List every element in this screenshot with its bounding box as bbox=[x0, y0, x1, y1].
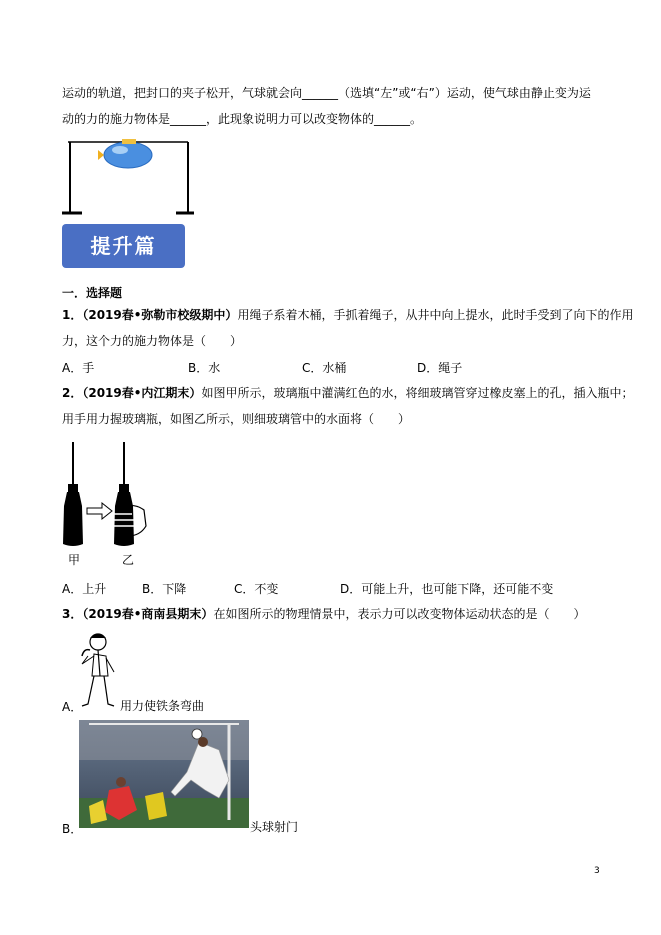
q2-line-2: 用手用力握玻璃瓶，如图乙所示，则细玻璃管中的水面将（ ） bbox=[62, 412, 411, 426]
q2-number: 2． bbox=[62, 386, 83, 400]
q2-option-b: B．下降 bbox=[142, 582, 187, 596]
intro-line-2: 动的力的施力物体是______，此现象说明力可以改变物体的______。 bbox=[62, 112, 423, 126]
q2-option-d: D．可能上升，也可能下降，还可能不变 bbox=[340, 582, 554, 596]
q3-option-a-text: 用力使铁条弯曲 bbox=[120, 699, 205, 713]
q1-source: （2019春•弥勒市校级期中） bbox=[82, 308, 238, 322]
q3-number: 3． bbox=[62, 607, 83, 621]
q1-line-1 bbox=[62, 307, 633, 323]
q3-text: 在如图所示的物理情景中，表示力可以改变物体运动状态的是（ ） bbox=[213, 607, 586, 621]
q1-number: 1． bbox=[62, 308, 83, 322]
q3-line-1 bbox=[62, 606, 585, 622]
header-goal-photo bbox=[79, 720, 249, 828]
intro-line-1: 运动的轨道，把封口的夹子松开，气球就会向______（选填“左”或“右”）运动，使气球由静止变为运 bbox=[62, 86, 591, 100]
q1-option-a: A．手 bbox=[62, 361, 95, 375]
section-banner: 提升篇 bbox=[62, 224, 185, 268]
balloon-track-figure bbox=[60, 136, 196, 216]
q2-label-yi: 乙 bbox=[122, 553, 135, 567]
q1-option-d: D．绳子 bbox=[417, 361, 463, 375]
q2-option-c: C．不变 bbox=[234, 582, 279, 596]
bottle-figure bbox=[58, 440, 158, 550]
q3-option-b-letter: B． bbox=[62, 822, 83, 836]
q2-text-1: 如图甲所示，玻璃瓶中灌满红色的水，将细玻璃管穿过橡皮塞上的孔，插入瓶中； bbox=[201, 386, 634, 400]
q2-option-a: A．上升 bbox=[62, 582, 107, 596]
q1-option-c: C．水桶 bbox=[302, 361, 347, 375]
q1-option-b: B．水 bbox=[188, 361, 221, 375]
q2-line-1 bbox=[62, 385, 633, 401]
q3-option-a-letter: A． bbox=[62, 700, 83, 714]
q2-label-jia: 甲 bbox=[68, 553, 81, 567]
section-title: 一．选择题 bbox=[62, 286, 123, 300]
q3-source: （2019春•商南县期末） bbox=[82, 607, 214, 621]
q1-line-2: 力，这个力的施力物体是（ ） bbox=[62, 334, 243, 348]
q1-text-1: 用绳子系着木桶，手抓着绳子，从井中向上提水，此时手受到了向下的作用 bbox=[237, 308, 634, 322]
q3-option-b-text: 头球射门 bbox=[250, 820, 299, 834]
q2-source: （2019春•内江期末） bbox=[82, 386, 202, 400]
page-number: 3 bbox=[594, 866, 600, 876]
